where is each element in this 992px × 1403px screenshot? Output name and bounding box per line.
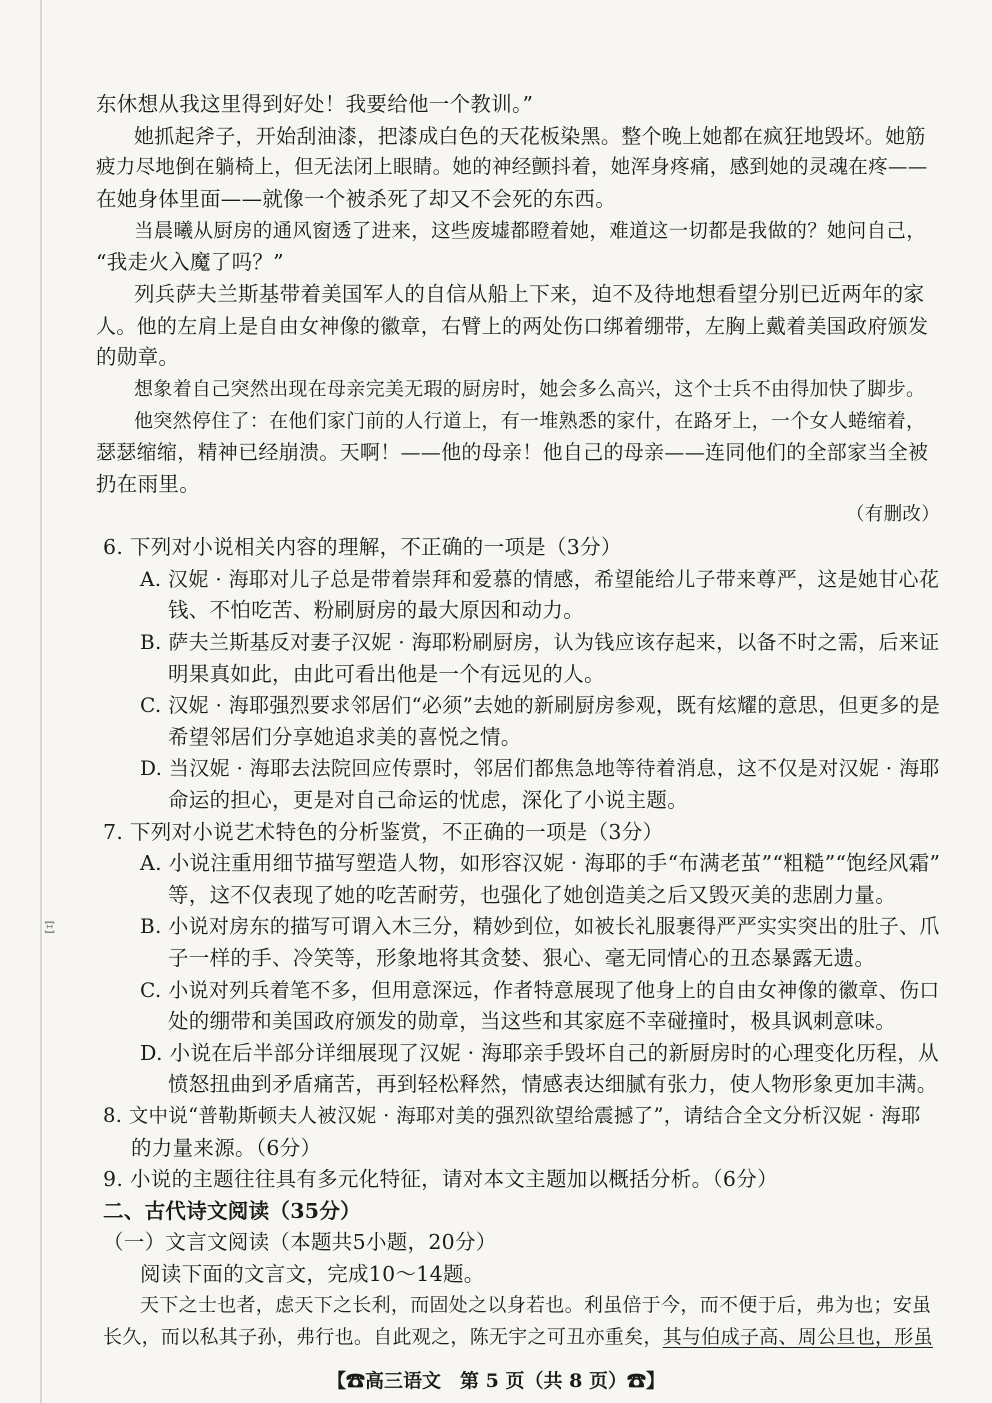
classical-text-line: 天下之士也者，虑天下之长利，而固处之以身若也。利虽倍于今，而不便于后，弗为也；安虽 bbox=[140, 1294, 932, 1316]
page-footer: 【☎高三语文 第 5 页（共 8 页）☎】 bbox=[327, 1370, 665, 1392]
story-line: 疲力尽地倒在躺椅上，但无法闭上眼睛。她的神经颤抖着，她浑身疼痛，感到她的灵魂在疼—— bbox=[96, 155, 928, 178]
option-6c: C. 汉妮 · 海耶强烈要求邻居们“必须”去她的新刷厨房参观，既有炫耀的意思，但更多的是 bbox=[140, 693, 941, 717]
question-6: 6. 下列对小说相关内容的理解，不正确的一项是（3分） bbox=[103, 535, 622, 559]
option-6d-cont: 命运的担心，更是对自己命运的忧虑，深化了小说主题。 bbox=[168, 788, 688, 812]
reading-instruction: 阅读下面的文言文，完成10～14题。 bbox=[140, 1262, 485, 1286]
option-7c: C. 小说对列兵着笔不多，但用意深远，作者特意展现了他身上的自由女神像的徽章、伤口 bbox=[140, 978, 940, 1002]
story-line: 东休想从我这里得到好处！我要给他一个教训。” bbox=[96, 92, 534, 116]
underlined-sentence: 其与伯成子高、周公旦也，形虽 bbox=[662, 1326, 933, 1348]
option-6a: A. 汉妮 · 海耶对儿子总是带着崇拜和爱慕的情感，希望能给儿子带来尊严，这是她甘心花 bbox=[140, 567, 940, 591]
option-6d: D. 当汉妮 · 海耶去法院回应传票时，邻居们都焦急地等待着消息，这不仅是对汉妮 · 海耶 bbox=[140, 756, 940, 780]
story-line: 他突然停住了：在他们家门前的人行道上，有一堆熟悉的家什，在路牙上，一个女人蜷缩着， bbox=[134, 410, 926, 432]
margin-mark: Ξ bbox=[44, 918, 56, 937]
story-line: 人。他的左肩上是自由女神像的徽章，右臂上的两处伤口绑着绷带，左胸上戴着美国政府颁发 bbox=[96, 314, 929, 338]
option-6b-cont: 明果真如此，由此可看出他是一个有远见的人。 bbox=[168, 662, 605, 686]
option-7b-cont: 子一样的手、冷笑等，形象地将其贪婪、狠心、毫无同情心的丑态暴露无遗。 bbox=[168, 946, 876, 970]
story-line: 扔在雨里。 bbox=[96, 472, 200, 496]
option-6a-cont: 钱、不怕吃苦、粉刷厨房的最大原因和动力。 bbox=[168, 598, 584, 622]
option-7a: A. 小说注重用细节描写塑造人物，如形容汉妮 · 海耶的手“布满老茧”“粗糙”“饱经风霜” bbox=[140, 851, 941, 875]
option-7d-cont: 愤怒扭曲到矛盾痛苦，再到轻松释然，情感表达细腻有张力，使人物形象更加丰满。 bbox=[168, 1072, 938, 1096]
subsection-title: （一）文言文阅读（本题共5小题，20分） bbox=[103, 1230, 497, 1254]
section-title: 二、古代诗文阅读（35分） bbox=[103, 1199, 361, 1223]
story-line: 的勋章。 bbox=[96, 345, 180, 369]
scan-edge-line bbox=[40, 0, 42, 1403]
question-8: 8. 文中说“普勒斯顿夫人被汉妮 · 海耶对美的强烈欲望给震撼了”，请结合全文分析汉妮 · 海耶 bbox=[103, 1104, 921, 1127]
option-7c-cont: 处的绷带和美国政府颁发的勋章，当这些和其家庭不幸碰撞时，极具讽刺意味。 bbox=[168, 1009, 896, 1033]
story-line: 瑟瑟缩缩，精神已经崩溃。天啊！——他的母亲！他自己的母亲——连同他们的全部家当全被 bbox=[96, 440, 929, 464]
story-line: 在她身体里面——就像一个被杀死了却又不会死的东西。 bbox=[96, 187, 616, 211]
story-line: 列兵萨夫兰斯基带着美国军人的自信从船上下来，迫不及待地想看望分别已近两年的家 bbox=[134, 282, 925, 306]
classical-text-line bbox=[103, 1322, 933, 1352]
question-9: 9. 小说的主题往往具有多元化特征，请对本文主题加以概括分析。（6分） bbox=[103, 1167, 778, 1191]
story-line: 她抓起斧子，开始刮油漆，把漆成白色的天花板染黑。整个晚上她都在疯狂地毁坏。她筋 bbox=[134, 124, 926, 148]
question-7: 7. 下列对小说艺术特色的分析鉴赏，不正确的一项是（3分） bbox=[103, 820, 664, 844]
question-8-cont: 的力量来源。（6分） bbox=[131, 1136, 322, 1160]
option-7b: B. 小说对房东的描写可谓入木三分，精妙到位，如被长礼服裹得严严实实突出的肚子、爪 bbox=[140, 914, 940, 938]
option-6c-cont: 希望邻居们分享她追求美的喜悦之情。 bbox=[168, 725, 522, 749]
classical-text-segment: 长久，而以私其子孙，弗行也。自此观之，陈无宇之可丑亦重矣， bbox=[103, 1326, 663, 1348]
option-6b: B. 萨夫兰斯基反对妻子汉妮 · 海耶粉刷厨房，认为钱应该存起来，以备不时之需，后来证 bbox=[140, 630, 940, 654]
story-line: 想象着自己突然出现在母亲完美无瑕的厨房时，她会多么高兴，这个士兵不由得加快了脚步。 bbox=[134, 378, 926, 400]
story-line: “我走火入魔了吗？” bbox=[96, 250, 284, 274]
abridged-note: （有删改） bbox=[846, 504, 941, 525]
story-line: 当晨曦从厨房的通风窗透了进来，这些废墟都瞪着她，难道这一切都是我做的？她问自己， bbox=[134, 219, 927, 242]
option-7a-cont: 等，这不仅表现了她的吃苦耐劳，也强化了她创造美之后又毁灭美的悲剧力量。 bbox=[168, 883, 896, 907]
option-7d: D. 小说在后半部分详细展现了汉妮 · 海耶亲手毁坏自己的新厨房时的心理变化历程，从 bbox=[140, 1041, 939, 1065]
